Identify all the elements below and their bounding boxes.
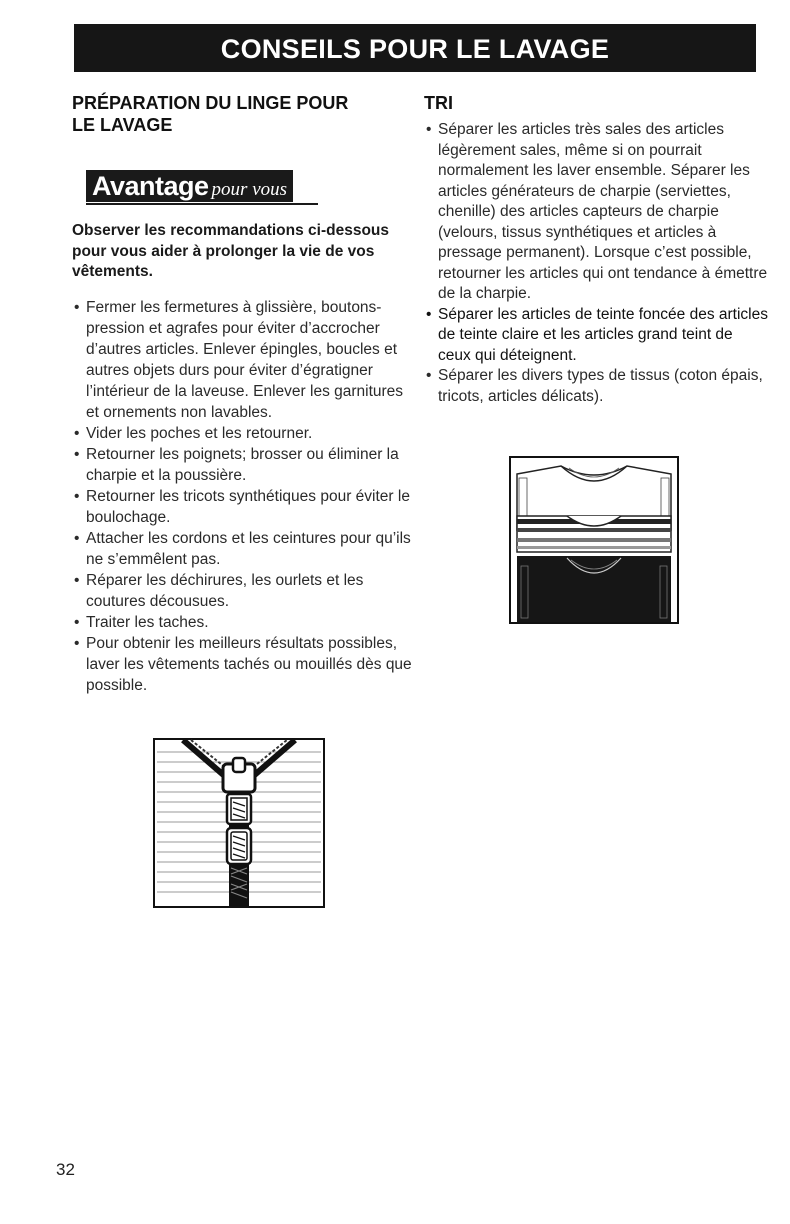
badge-sub-text: pour vous	[211, 179, 288, 200]
section-heading-tri: TRI	[424, 93, 453, 113]
intro-paragraph: Observer les recommandations ci-dessous pour vous aider à prolonger la vie de vos vêtements.	[72, 222, 390, 280]
list-item: • Fermer les fermetures à glissière, boutons-pression et agrafes pour éviter d’accrocher d’autres articles. Enlever épingles, boucles et autres objets durs pour éviter d’égratigner l’intérieur de la laveuse. Enlever les garnitures et ornements non lavables.	[72, 297, 412, 423]
list-item: • Retourner les tricots synthétiques pour éviter le boulochage.	[72, 486, 412, 528]
list-item: • Vider les poches et les retourner.	[72, 423, 412, 444]
left-column	[72, 92, 412, 696]
right-column	[424, 92, 769, 407]
zipper-illustration	[153, 738, 325, 908]
list-item: • Séparer les divers types de tissus (coton épais, tricots, articles délicats).	[424, 366, 769, 407]
section-heading-preparation	[72, 92, 412, 136]
list-item: • Réparer les déchirures, les ourlets et les coutures décousues.	[72, 570, 412, 612]
avantage-badge	[86, 170, 293, 202]
heading-line-2: LE LAVAGE	[72, 115, 173, 135]
sorting-list	[424, 120, 769, 407]
badge-underline	[86, 203, 318, 205]
preparation-list	[72, 297, 412, 696]
list-item: • Traiter les taches.	[72, 612, 412, 633]
list-item: • Retourner les poignets; brosser ou éliminer la charpie et la poussière.	[72, 444, 412, 486]
list-item: • Attacher les cordons et les ceintures pour qu’ils ne s’emmêlent pas.	[72, 528, 412, 570]
page-number: 32	[56, 1160, 75, 1179]
page-banner: CONSEILS POUR LE LAVAGE	[74, 24, 756, 72]
badge-main-text: Avantage	[92, 171, 209, 201]
heading-line-1: PRÉPARATION DU LINGE POUR	[72, 93, 349, 113]
list-item: • Séparer les articles de teinte foncée des articles de teinte claire et les articles grand teint de ceux qui déteignent.	[424, 305, 769, 367]
list-item: • Séparer les articles très sales des articles légèrement sales, même si on pourrait normalement les laver ensemble. Séparer les articles générateurs de charpie (serviettes, chenille) des articles capteurs de charpie (velours, tissus synthétiques et articles à pressage permanent). Lorsque c’est possible, retourner les articles qui ont tendance à émettre de la charpie.	[424, 120, 769, 305]
list-item: • Pour obtenir les meilleurs résultats possibles, laver les vêtements tachés ou mouillés dès que possible.	[72, 633, 412, 696]
sorted-garments-illustration	[509, 456, 679, 624]
